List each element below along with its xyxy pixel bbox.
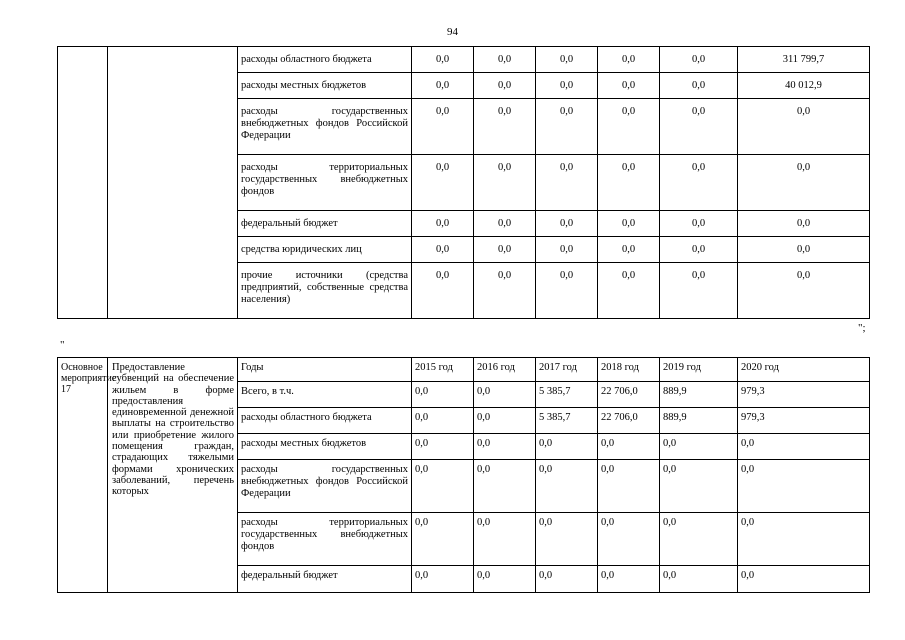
value-cell: 0,0 bbox=[660, 99, 738, 155]
value-cell: 5 385,7 bbox=[536, 408, 598, 434]
header-row bbox=[58, 358, 870, 382]
value-cell: 0,0 bbox=[412, 382, 474, 408]
value-cell: 0,0 bbox=[474, 47, 536, 73]
year-header: 2015 год bbox=[412, 358, 474, 382]
value-cell: 889,9 bbox=[660, 382, 738, 408]
source-label: расходы государственных внебюджетных фондов Российской Федерации bbox=[238, 99, 412, 155]
value-cell: 0,0 bbox=[412, 513, 474, 566]
value-cell: 0,0 bbox=[474, 237, 536, 263]
value-cell: 0,0 bbox=[738, 211, 870, 237]
opening-quote: " bbox=[60, 339, 65, 351]
value-cell: 0,0 bbox=[660, 155, 738, 211]
year-header: 2016 год bbox=[474, 358, 536, 382]
value-cell: 0,0 bbox=[598, 47, 660, 73]
source-label: Всего, в т.ч. bbox=[238, 382, 412, 408]
value-cell: 0,0 bbox=[536, 263, 598, 319]
value-cell: 0,0 bbox=[474, 566, 536, 593]
value-cell: 0,0 bbox=[738, 434, 870, 460]
year-header: 2020 год bbox=[738, 358, 870, 382]
value-cell: 0,0 bbox=[412, 99, 474, 155]
value-cell: 0,0 bbox=[598, 155, 660, 211]
value-cell: 0,0 bbox=[412, 460, 474, 513]
value-cell: 0,0 bbox=[738, 460, 870, 513]
value-cell: 0,0 bbox=[536, 513, 598, 566]
value-cell: 22 706,0 bbox=[598, 408, 660, 434]
value-cell: 0,0 bbox=[536, 434, 598, 460]
value-cell: 0,0 bbox=[536, 47, 598, 73]
value-cell: 0,0 bbox=[660, 211, 738, 237]
value-cell: 0,0 bbox=[412, 434, 474, 460]
value-cell: 0,0 bbox=[660, 566, 738, 593]
year-header: 2019 год bbox=[660, 358, 738, 382]
value-cell: 40 012,9 bbox=[738, 73, 870, 99]
source-label: федеральный бюджет bbox=[238, 211, 412, 237]
value-cell: 0,0 bbox=[412, 263, 474, 319]
value-cell: 0,0 bbox=[412, 73, 474, 99]
value-cell: 0,0 bbox=[536, 566, 598, 593]
table-row bbox=[58, 47, 870, 73]
value-cell: 0,0 bbox=[598, 263, 660, 319]
value-cell: 0,0 bbox=[412, 566, 474, 593]
value-cell: 0,0 bbox=[598, 513, 660, 566]
description-cell bbox=[108, 47, 238, 319]
value-cell: 0,0 bbox=[660, 513, 738, 566]
value-cell: 0,0 bbox=[598, 460, 660, 513]
funding-table-event-17 bbox=[57, 357, 870, 593]
value-cell: 0,0 bbox=[536, 73, 598, 99]
value-cell: 0,0 bbox=[660, 73, 738, 99]
value-cell: 0,0 bbox=[474, 382, 536, 408]
value-cell: 0,0 bbox=[536, 237, 598, 263]
value-cell: 0,0 bbox=[738, 99, 870, 155]
value-cell: 0,0 bbox=[412, 408, 474, 434]
source-label: расходы местных бюджетов bbox=[238, 73, 412, 99]
value-cell: 0,0 bbox=[474, 434, 536, 460]
event-description: Предоставление субвенций на обеспечение жильем в форме предоставления единовременной денежной выплаты на строительство или приобретение жилого помещения граждан, страдающих тяжелыми формами хронических заболеваний, перечень которых bbox=[112, 362, 234, 498]
value-cell: 0,0 bbox=[412, 47, 474, 73]
description-cell bbox=[108, 358, 238, 593]
value-cell: 0,0 bbox=[660, 263, 738, 319]
year-header: 2017 год bbox=[536, 358, 598, 382]
value-cell: 0,0 bbox=[598, 566, 660, 593]
event-cell bbox=[58, 358, 117, 593]
value-cell: 0,0 bbox=[474, 155, 536, 211]
value-cell: 0,0 bbox=[738, 263, 870, 319]
value-cell: 0,0 bbox=[412, 211, 474, 237]
value-cell: 0,0 bbox=[598, 99, 660, 155]
value-cell: 0,0 bbox=[412, 237, 474, 263]
value-cell: 0,0 bbox=[738, 513, 870, 566]
value-cell: 979,3 bbox=[738, 382, 870, 408]
value-cell: 0,0 bbox=[474, 460, 536, 513]
value-cell: 311 799,7 bbox=[738, 47, 870, 73]
value-cell: 889,9 bbox=[660, 408, 738, 434]
value-cell: 0,0 bbox=[474, 211, 536, 237]
value-cell: 0,0 bbox=[474, 408, 536, 434]
value-cell: 0,0 bbox=[660, 434, 738, 460]
value-cell: 0,0 bbox=[412, 155, 474, 211]
source-label: расходы территориальных государственных внебюджетных фондов bbox=[238, 513, 412, 566]
value-cell: 0,0 bbox=[738, 237, 870, 263]
value-cell: 979,3 bbox=[738, 408, 870, 434]
value-cell: 0,0 bbox=[598, 434, 660, 460]
source-label: расходы областного бюджета bbox=[238, 408, 412, 434]
value-cell: 0,0 bbox=[598, 73, 660, 99]
value-cell: 0,0 bbox=[660, 237, 738, 263]
event-cell bbox=[58, 47, 108, 319]
source-label: расходы местных бюджетов bbox=[238, 434, 412, 460]
event-name: Основное мероприятие 17 bbox=[61, 362, 117, 395]
value-cell: 0,0 bbox=[474, 73, 536, 99]
source-label: прочие источники (средства предприятий, собственные средства населения) bbox=[238, 263, 412, 319]
value-cell: 5 385,7 bbox=[536, 382, 598, 408]
closing-quote: "; bbox=[858, 322, 866, 334]
year-header: 2018 год bbox=[598, 358, 660, 382]
source-label: средства юридических лиц bbox=[238, 237, 412, 263]
source-label: федеральный бюджет bbox=[238, 566, 412, 593]
value-cell: 0,0 bbox=[536, 460, 598, 513]
value-cell: 0,0 bbox=[474, 513, 536, 566]
value-cell: 0,0 bbox=[536, 155, 598, 211]
source-label: расходы областного бюджета bbox=[238, 47, 412, 73]
page-number: 94 bbox=[447, 26, 458, 38]
value-cell: 0,0 bbox=[738, 566, 870, 593]
value-cell: 0,0 bbox=[474, 263, 536, 319]
value-cell: 0,0 bbox=[598, 211, 660, 237]
value-cell: 0,0 bbox=[536, 211, 598, 237]
value-cell: 0,0 bbox=[660, 47, 738, 73]
value-cell: 0,0 bbox=[474, 99, 536, 155]
value-cell: 22 706,0 bbox=[598, 382, 660, 408]
value-cell: 0,0 bbox=[738, 155, 870, 211]
value-cell: 0,0 bbox=[598, 237, 660, 263]
source-label: расходы государственных внебюджетных фондов Российской Федерации bbox=[238, 460, 412, 513]
value-cell: 0,0 bbox=[660, 460, 738, 513]
value-cell: 0,0 bbox=[536, 99, 598, 155]
funding-table-continued bbox=[57, 46, 870, 319]
years-header: Годы bbox=[238, 358, 412, 382]
source-label: расходы территориальных государственных внебюджетных фондов bbox=[238, 155, 412, 211]
